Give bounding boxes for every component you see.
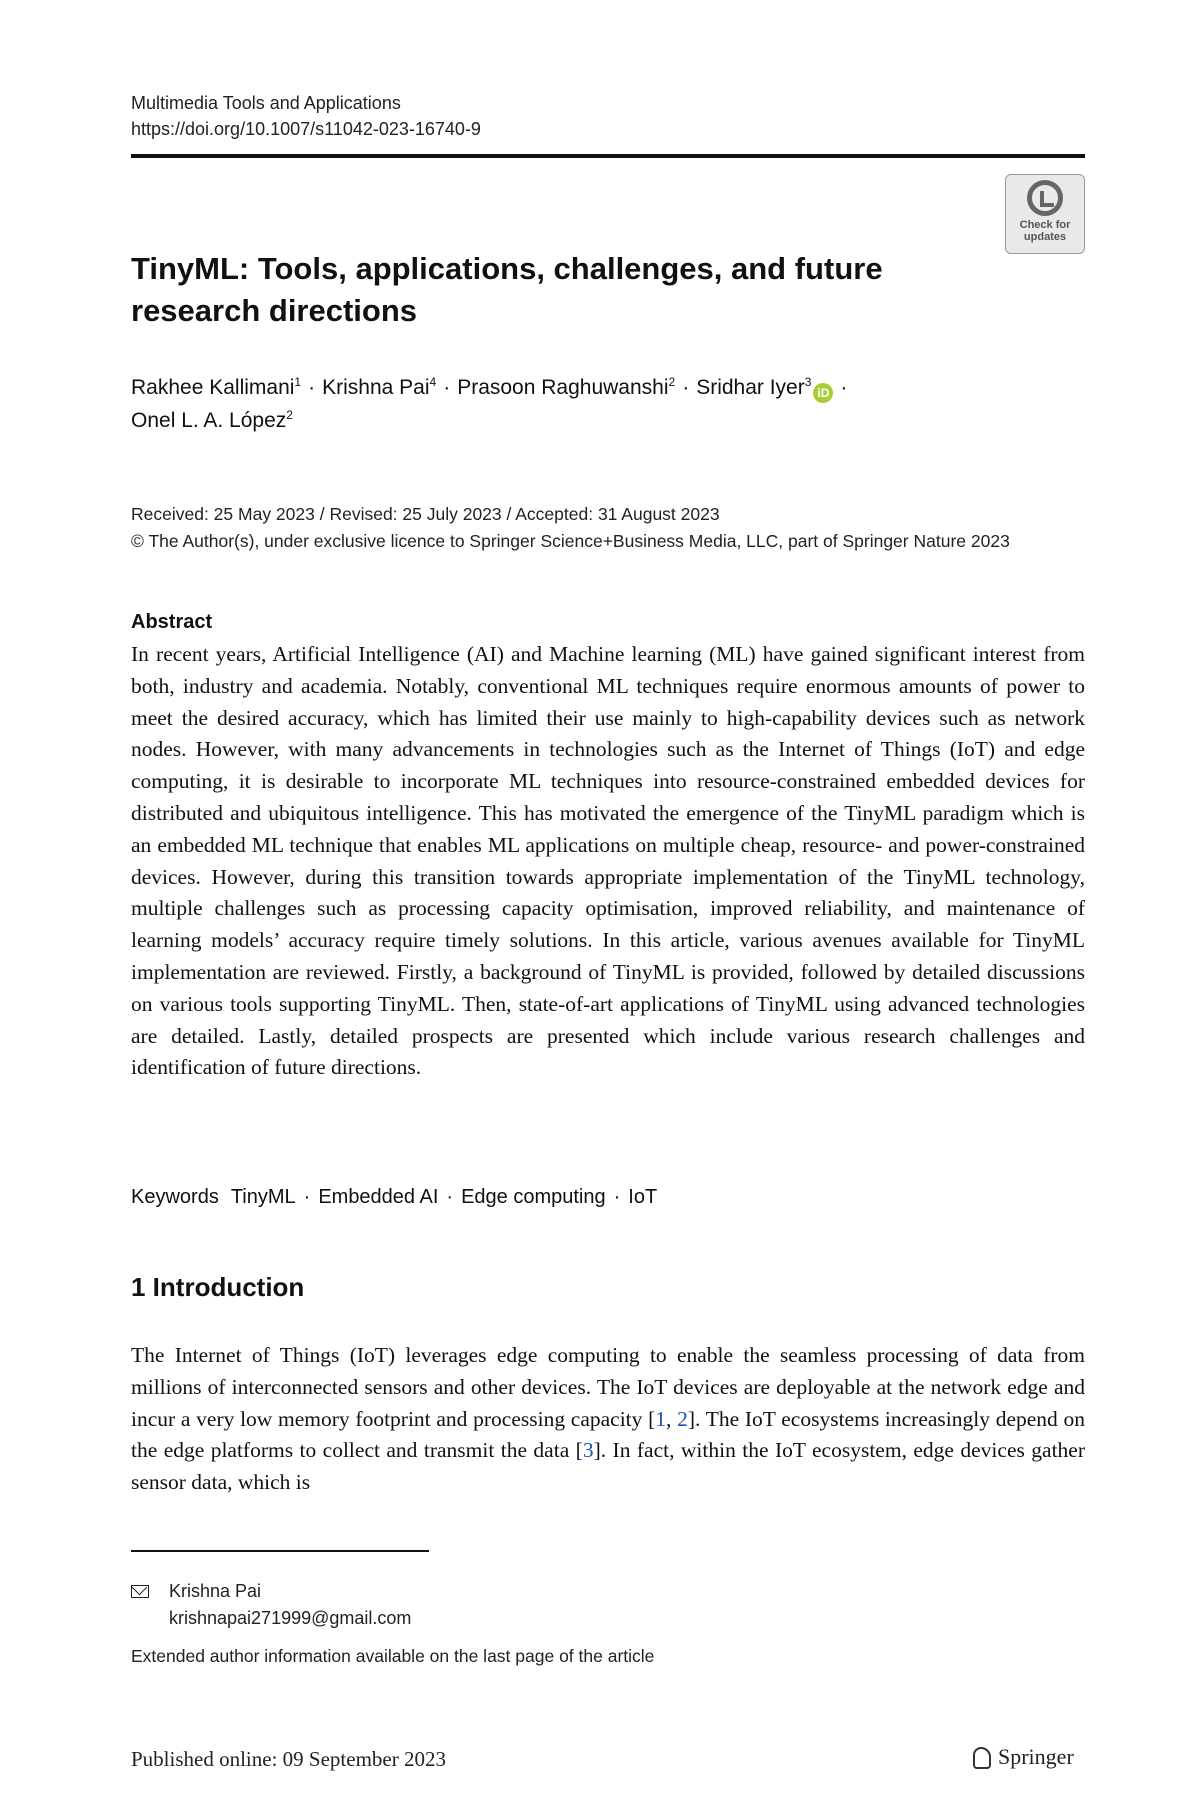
footnote-rule xyxy=(131,1550,429,1552)
keywords-label: Keywords xyxy=(131,1186,219,1208)
author-name[interactable]: Sridhar Iyer xyxy=(696,376,805,399)
orcid-icon[interactable]: iD xyxy=(813,383,833,403)
citation-link[interactable]: 2 xyxy=(677,1406,688,1431)
journal-name: Multimedia Tools and Applications xyxy=(131,93,401,113)
author-affiliation: 1 xyxy=(294,375,302,389)
keywords-line xyxy=(131,1183,657,1211)
header-rule xyxy=(131,154,1085,158)
author-name[interactable]: Onel L. A. López xyxy=(131,409,287,432)
body-text: , xyxy=(666,1406,678,1431)
citation-link[interactable]: 3 xyxy=(582,1438,594,1463)
check-for-updates-line1: Check for xyxy=(1019,219,1071,231)
corresponding-author xyxy=(169,1578,411,1632)
keyword: IoT xyxy=(628,1186,658,1208)
author-separator: · xyxy=(308,376,316,399)
check-for-updates-icon xyxy=(1027,180,1063,216)
author-affiliation: 2 xyxy=(286,408,293,422)
check-for-updates-line2: updates xyxy=(1023,231,1067,243)
paper-title: TinyML: Tools, applications, challenges, and future research directions xyxy=(131,251,883,328)
body-text: ]. The IoT ecosystems increasingly depend on the edge platforms to collect and transmit the data [ xyxy=(131,1406,1086,1463)
extended-author-info: Extended author information available on the last page of the article xyxy=(131,1646,655,1666)
author-name[interactable]: Rakhee Kallimani xyxy=(131,376,295,399)
author-name[interactable]: Krishna Pai xyxy=(322,376,430,399)
author-affiliation: 4 xyxy=(429,375,437,389)
journal-header xyxy=(131,90,481,142)
author-separator: · xyxy=(682,376,690,399)
springer-horse-icon xyxy=(970,1745,992,1769)
body-text: The Internet of Things (IoT) leverages edge computing to enable the seamless processing of data from millions of interconnected sensors and other devices. The IoT devices are deployable at the network edge and incur a very low memory footprint and processing capacity [ xyxy=(131,1343,1085,1431)
keyword-separator: · xyxy=(613,1186,621,1208)
envelope-icon xyxy=(131,1585,149,1598)
doi-link[interactable]: https://doi.org/10.1007/s11042-023-16740-9 xyxy=(131,119,481,139)
check-for-updates-badge[interactable] xyxy=(1005,174,1085,254)
author-affiliation: 2 xyxy=(668,375,676,389)
publisher-logo xyxy=(970,1744,1074,1770)
abstract-heading: Abstract xyxy=(131,611,213,633)
author-name[interactable]: Prasoon Raghuwanshi xyxy=(457,376,669,399)
dates-line: Received: 25 May 2023 / Revised: 25 July 2023 / Accepted: 31 August 2023 xyxy=(131,504,720,524)
published-date: Published online: 09 September 2023 xyxy=(131,1747,446,1771)
article-history xyxy=(131,501,1091,555)
corresponding-author-name: Krishna Pai xyxy=(169,1581,262,1601)
author-separator: · xyxy=(840,376,848,399)
author-separator: · xyxy=(443,376,451,399)
copyright-line: © The Author(s), under exclusive licence to Springer Science+Business Media, LLC, part of Springer Nature 2023 xyxy=(131,531,1010,551)
keyword: Edge computing xyxy=(461,1186,606,1208)
keyword-separator: · xyxy=(303,1186,311,1208)
publisher-name: Springer xyxy=(998,1744,1074,1769)
citation-link[interactable]: 1 xyxy=(655,1406,667,1431)
keyword-separator: · xyxy=(446,1186,454,1208)
introduction-paragraph xyxy=(131,1340,1085,1499)
corresponding-author-email[interactable]: krishnapai271999@gmail.com xyxy=(169,1608,412,1628)
author-affiliation: 3 xyxy=(804,375,812,389)
keyword: TinyML xyxy=(230,1186,296,1208)
author-list xyxy=(131,371,1031,437)
body-text: ]. In fact, within the IoT ecosystem, edge devices gather sensor data, which is xyxy=(131,1438,1085,1495)
keyword: Embedded AI xyxy=(318,1186,439,1208)
section-heading-introduction: 1 Introduction xyxy=(131,1272,305,1302)
abstract-text: In recent years, Artificial Intelligence (AI) and Machine learning (ML) have gained significant interest from both, industry and academia. Notably, conventional ML techniques require enormous amounts of power to meet the desired accuracy, which has limited their use mainly to high-capability devices such as network nodes. However, with many advancements in technologies such as the Internet of Things (IoT) and edge computing, it is desirable to incorporate ML techniques into resource-constrained embedded devices for distributed and ubiquitous intelligence. This has motivated the emergence of the TinyML paradigm which is an embedded ML technique that enables ML applications on multiple cheap, resource- and power-constrained devices. However, during this transition towards appropriate implementation of the TinyML technology, multiple challenges such as processing capacity optimisation, improved reliability, and maintenance of learning models’ accuracy require timely solutions. In this article, various avenues available for TinyML implementation are reviewed. Firstly, a background of TinyML is provided, followed by detailed discussions on various tools supporting TinyML. Then, state-of-art applications of TinyML using advanced technologies are detailed. Lastly, detailed prospects are presented which include various research challenges and identification of future directions. xyxy=(131,642,1085,1080)
